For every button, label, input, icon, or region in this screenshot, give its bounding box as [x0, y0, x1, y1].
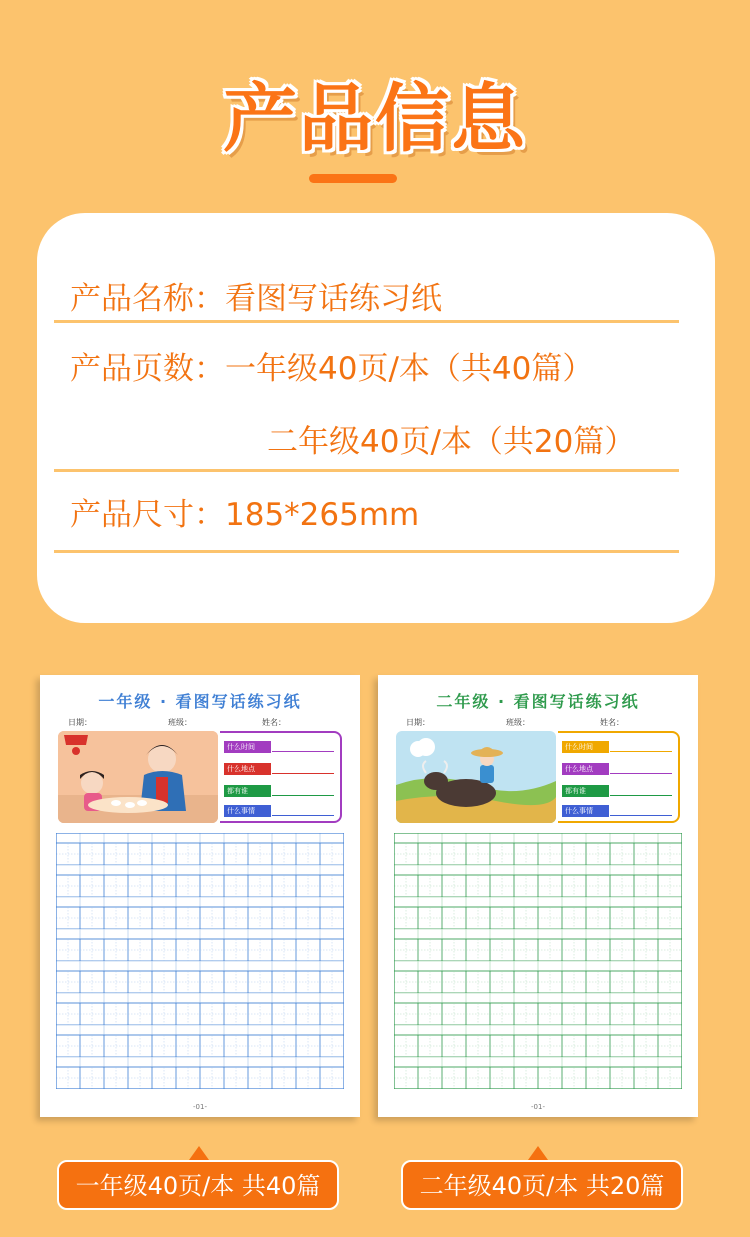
class-label: 班级：	[168, 718, 192, 727]
class-label: 班级：	[506, 718, 530, 727]
question-where: 什么地点	[224, 763, 271, 775]
question-when: 什么时间	[562, 741, 609, 753]
answer-line	[272, 795, 334, 796]
divider	[54, 320, 679, 323]
product-info-card	[37, 213, 715, 623]
question-what: 什么事情	[224, 805, 271, 817]
page-number: -01-	[193, 1103, 207, 1111]
name-label: 姓名：	[600, 718, 624, 727]
illustration-dumplings	[58, 731, 218, 823]
divider	[54, 469, 679, 472]
product-size-row: 产品尺寸：185*265mm	[70, 497, 420, 533]
title-underline	[309, 174, 397, 183]
name-label: 姓名：	[262, 718, 286, 727]
divider	[54, 550, 679, 553]
question-who: 都有谁	[562, 785, 609, 797]
grade1-tag: 一年级40页/本 共40篇	[57, 1160, 339, 1210]
writing-grid	[56, 833, 344, 1089]
sheet-title: 二年级 · 看图写话练习纸	[436, 692, 640, 711]
page-number: -01-	[531, 1103, 545, 1111]
answer-line	[272, 815, 334, 816]
tag-pointer	[528, 1146, 548, 1160]
answer-line	[610, 773, 672, 774]
question-where: 什么地点	[562, 763, 609, 775]
answer-line	[610, 751, 672, 752]
sheet-title: 一年级 · 看图写话练习纸	[98, 692, 302, 711]
product-name-row: 产品名称：看图写话练习纸	[70, 281, 442, 317]
page-title: 产品信息	[223, 76, 527, 162]
date-label: 日期：	[406, 718, 430, 727]
grade1-worksheet-preview	[40, 675, 360, 1117]
question-when: 什么时间	[224, 741, 271, 753]
grade2-tag: 二年级40页/本 共20篇	[401, 1160, 683, 1210]
grade2-worksheet-preview	[378, 675, 698, 1117]
question-what: 什么事情	[562, 805, 609, 817]
answer-line	[272, 751, 334, 752]
answer-line	[272, 773, 334, 774]
question-box	[558, 731, 680, 823]
product-pages-row: 产品页数：一年级40页/本（共40篇）	[70, 351, 594, 387]
answer-line	[610, 815, 672, 816]
date-label: 日期：	[68, 718, 92, 727]
tag-pointer	[189, 1146, 209, 1160]
answer-line	[610, 795, 672, 796]
writing-grid	[394, 833, 682, 1089]
product-pages-row-2: 二年级40页/本（共20篇）	[267, 424, 636, 460]
illustration-buffalo-ride	[396, 731, 556, 823]
question-box	[220, 731, 342, 823]
question-who: 都有谁	[224, 785, 271, 797]
